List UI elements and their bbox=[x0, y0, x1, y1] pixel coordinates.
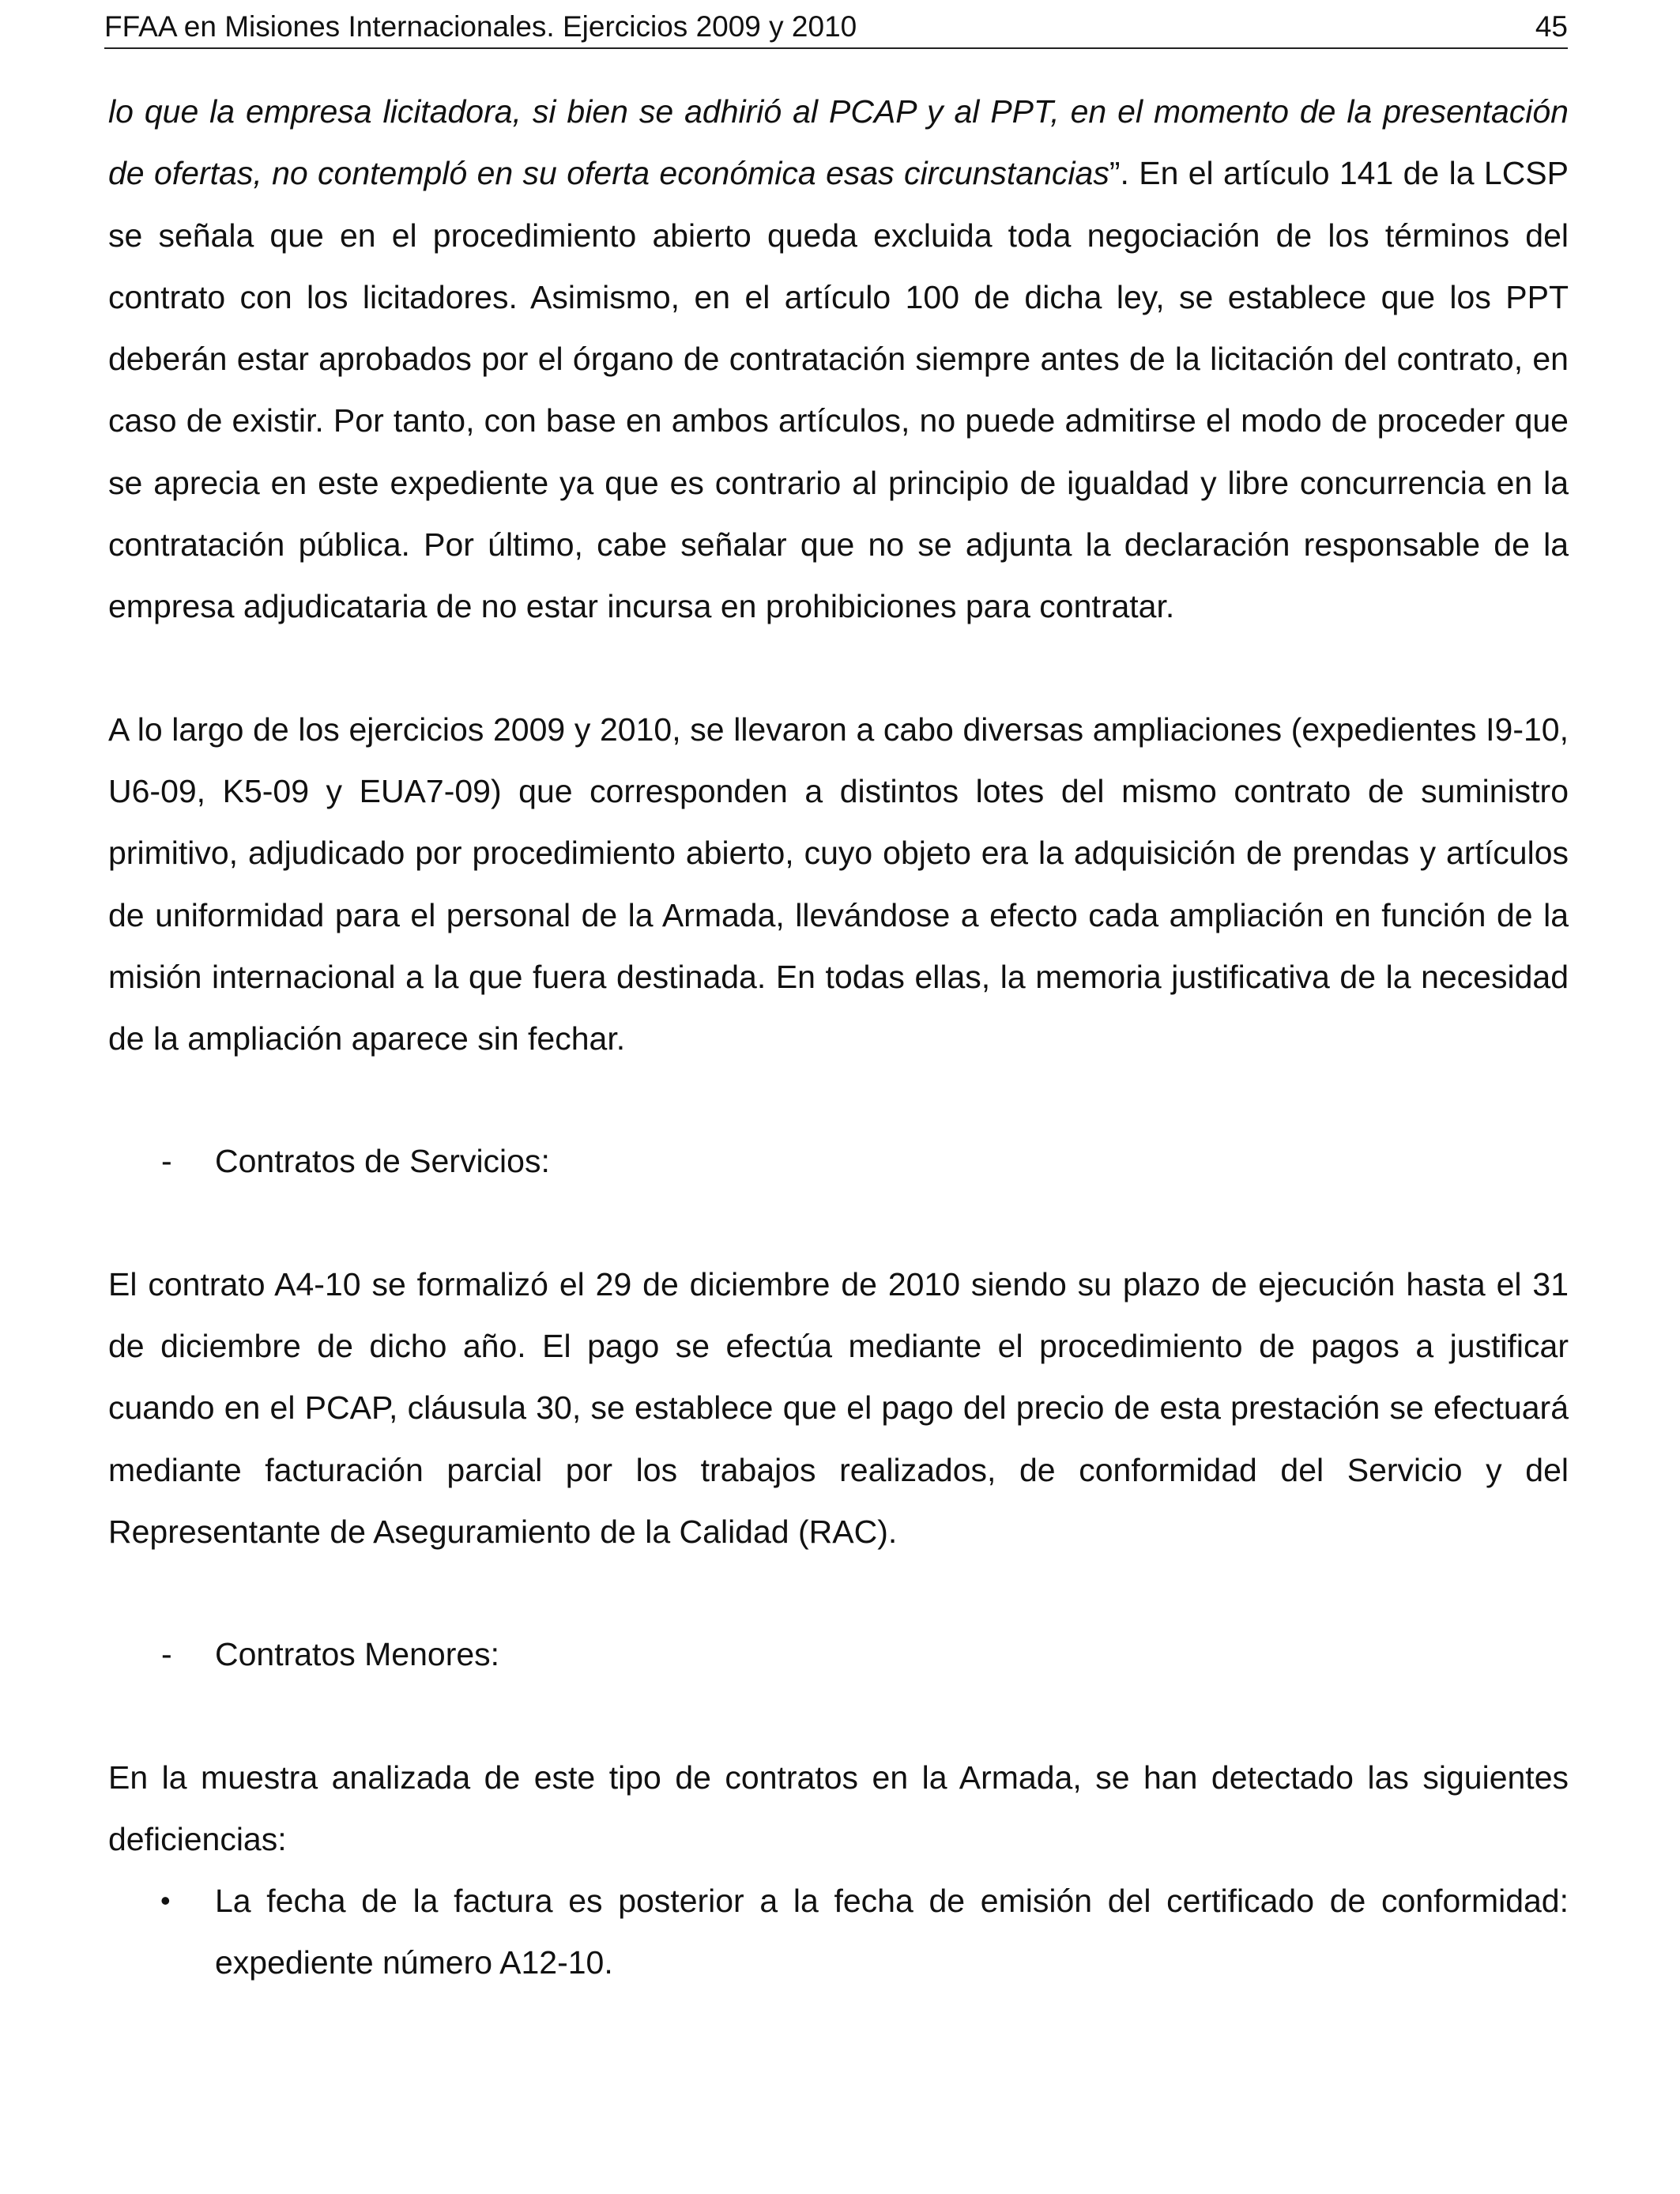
quoted-italic-text: lo que la empresa licitadora, si bien se adhirió al PCAP y al PPT, en el momento de la presentación de ofertas, no contempló en su oferta económica esas circunstancias bbox=[108, 93, 1569, 192]
section-heading-menores bbox=[108, 1623, 1569, 1685]
paragraph-text: ”. En el artículo 141 de la LCSP se señala que en el procedimiento abierto queda excluida toda negociación de los términos del contrato con los licitadores. Asimismo, en el artículo 100 de dicha ley, se establece que los PPT deberán estar aprobados por el órgano de contratación siempre antes de la licitación del contrato, en caso de existir. Por tanto, con base en ambos artículos, no puede admitirse el modo de proceder que se aprecia en este expediente ya que es contrario al principio de igualdad y libre concurrencia en la contratación pública. Por último, cabe señalar que no se adjunta la declaración responsable de la empresa adjudicataria de no estar incursa en prohibiciones para contratar. bbox=[108, 155, 1569, 625]
section-heading-servicios bbox=[108, 1130, 1569, 1192]
section-heading-text: Contratos Menores: bbox=[215, 1636, 500, 1673]
deficiencies-list bbox=[108, 1870, 1569, 1994]
list-item-text: La fecha de la factura es posterior a la fecha de emisión del certificado de conformidad: expediente número A12-10. bbox=[215, 1883, 1569, 1981]
list-item bbox=[108, 1870, 1569, 1994]
bullet-marker: • bbox=[160, 1884, 171, 1917]
section-heading-text: Contratos de Servicios: bbox=[215, 1143, 550, 1180]
running-header-title: FFAA en Misiones Internacionales. Ejercicios 2009 y 2010 bbox=[104, 10, 857, 43]
paragraph-contrato-a4-10: El contrato A4-10 se formalizó el 29 de diciembre de 2010 siendo su plazo de ejecución hasta el 31 de diciembre de dicho año. El pago se efectúa mediante el procedimiento de pagos a justificar cuando en el PCAP, cláusula 30, se establece que el pago del precio de esta prestación se efectuará mediante facturación parcial por los trabajos realizados, de conformidad del Servicio y del Representante de Aseguramiento de la Calidad (RAC). bbox=[108, 1265, 1569, 1550]
page-number: 45 bbox=[1535, 10, 1568, 43]
paragraph-deficiencias-intro: En la muestra analizada de este tipo de contratos en la Armada, se han detectado las siguientes deficiencias: bbox=[108, 1759, 1569, 1857]
page-header bbox=[104, 6, 1568, 49]
dash-marker: - bbox=[161, 1636, 172, 1673]
document-body bbox=[108, 81, 1569, 1994]
paragraph-ampliaciones: A lo largo de los ejercicios 2009 y 2010, se llevaron a cabo diversas ampliaciones (expedientes I9-10, U6-09, K5-09 y EUA7-09) que corresponden a distintos lotes del mismo contrato de suministro primitivo, adjudicado por procedimiento abierto, cuyo objeto era la adquisición de prendas y artículos de uniformidad para el personal de la Armada, llevándose a efecto cada ampliación en función de la misión internacional a la que fuera destinada. En todas ellas, la memoria justificativa de la necesidad de la ampliación aparece sin fechar. bbox=[108, 711, 1569, 1057]
paragraph-lcsp-analysis bbox=[108, 81, 1569, 638]
dash-marker: - bbox=[161, 1143, 172, 1180]
